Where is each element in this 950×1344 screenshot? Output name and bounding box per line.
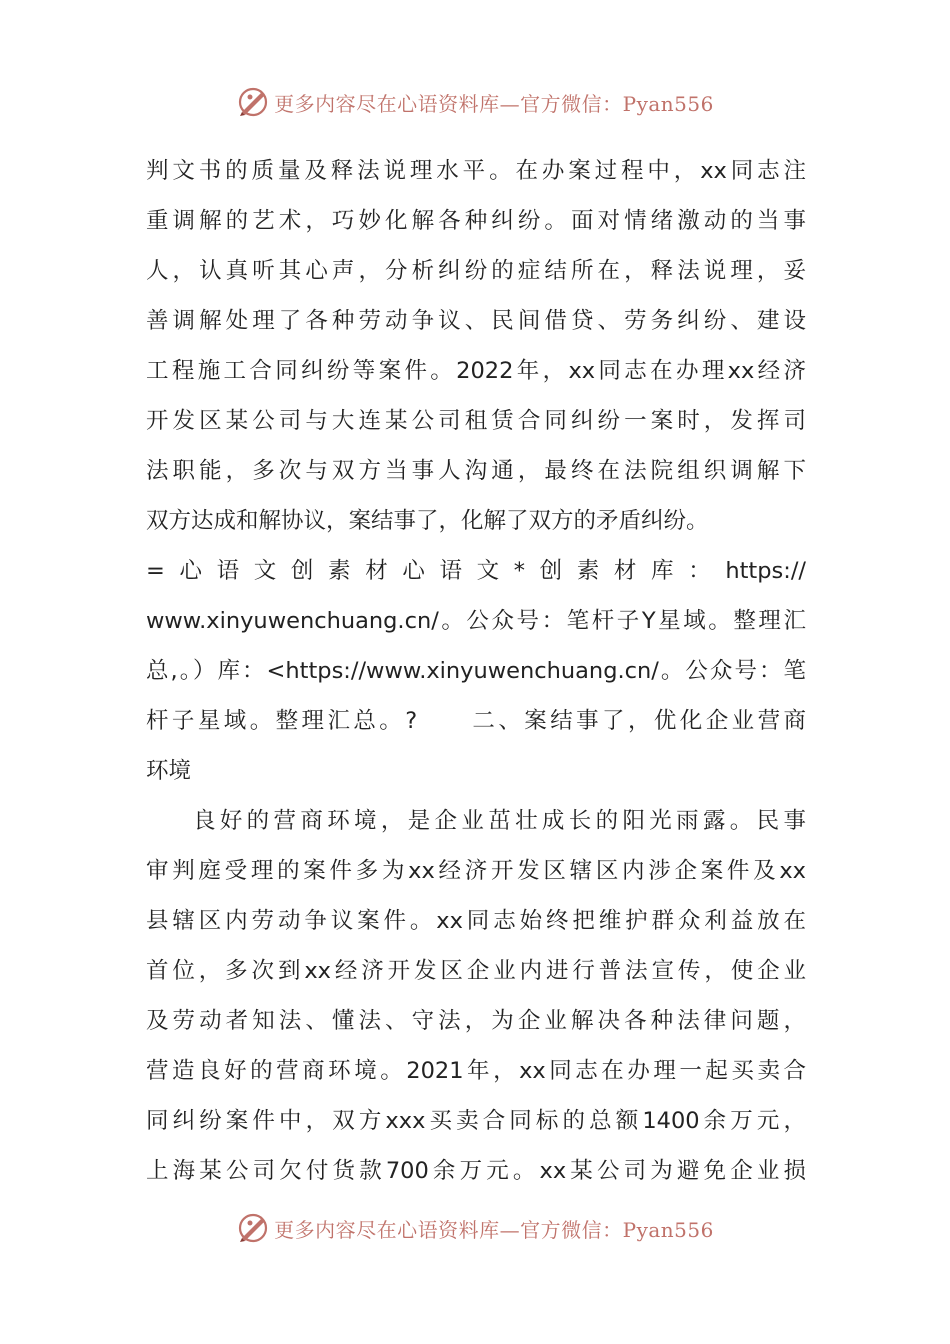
text-line: 环境	[146, 758, 192, 784]
text-line: 上海某公司欠付货款700余万元。xx某公司为避免企业损	[146, 1158, 806, 1184]
text-line: www.xinyuwenchuang.cn/。公众号：笔杆子Y星域。整理汇	[146, 608, 806, 634]
text-line: 开发区某公司与大连某公司租赁合同纠纷一案时，发挥司	[146, 408, 806, 434]
text-line: 判文书的质量及释法说理水平。在办案过程中，xx同志注	[146, 158, 806, 184]
text-line: 双方达成和解协议，案结事了，化解了双方的矛盾纠纷。	[146, 508, 709, 534]
text-line: 善调解处理了各种劳动争议、民间借贷、劳务纠纷、建设	[146, 308, 806, 334]
text-line: =心语文创素材心语文*创素材库：https://	[146, 558, 806, 584]
text-line: 及劳动者知法、懂法、守法，为企业解决各种法律问题，	[146, 1008, 806, 1034]
text-line: 法职能，多次与双方当事人沟通，最终在法院组织调解下	[146, 458, 806, 484]
header-watermark-banner	[0, 82, 950, 122]
footer-watermark-banner	[0, 1208, 950, 1248]
pen-logo-icon	[236, 85, 270, 119]
text-line: 同纠纷案件中，双方xxx买卖合同标的总额1400余万元，	[146, 1108, 806, 1134]
banner-text: 更多内容尽在心语资料库—官方微信：Pyan556	[274, 91, 714, 116]
text-line: 工程施工合同纠纷等案件。2022年，xx同志在办理xx经济	[146, 358, 806, 384]
text-line: 重调解的艺术，巧妙化解各种纠纷。面对情绪激动的当事	[146, 208, 806, 234]
text-line: 总,。）库：<https://www.xinyuwenchuang.cn/。公众号：笔	[146, 658, 806, 684]
text-line: 营造良好的营商环境。2021年，xx同志在办理一起买卖合	[146, 1058, 806, 1084]
text-line: 首位，多次到xx经济开发区企业内进行普法宣传，使企业	[146, 958, 806, 984]
text-line: 县辖区内劳动争议案件。xx同志始终把维护群众利益放在	[146, 908, 806, 934]
document-body	[146, 146, 806, 1196]
paragraph-first-line: 良好的营商环境，是企业茁壮成长的阳光雨露。民事	[193, 808, 806, 834]
text-line: 审判庭受理的案件多为xx经济开发区辖区内涉企案件及xx	[146, 858, 806, 884]
text-line: 杆子星域。整理汇总。? 二、案结事了，优化企业营商	[146, 708, 806, 734]
pen-logo-icon	[236, 1211, 270, 1245]
banner-text: 更多内容尽在心语资料库—官方微信：Pyan556	[274, 1217, 714, 1242]
text-line: 人，认真听其心声，分析纠纷的症结所在，释法说理，妥	[146, 258, 806, 284]
